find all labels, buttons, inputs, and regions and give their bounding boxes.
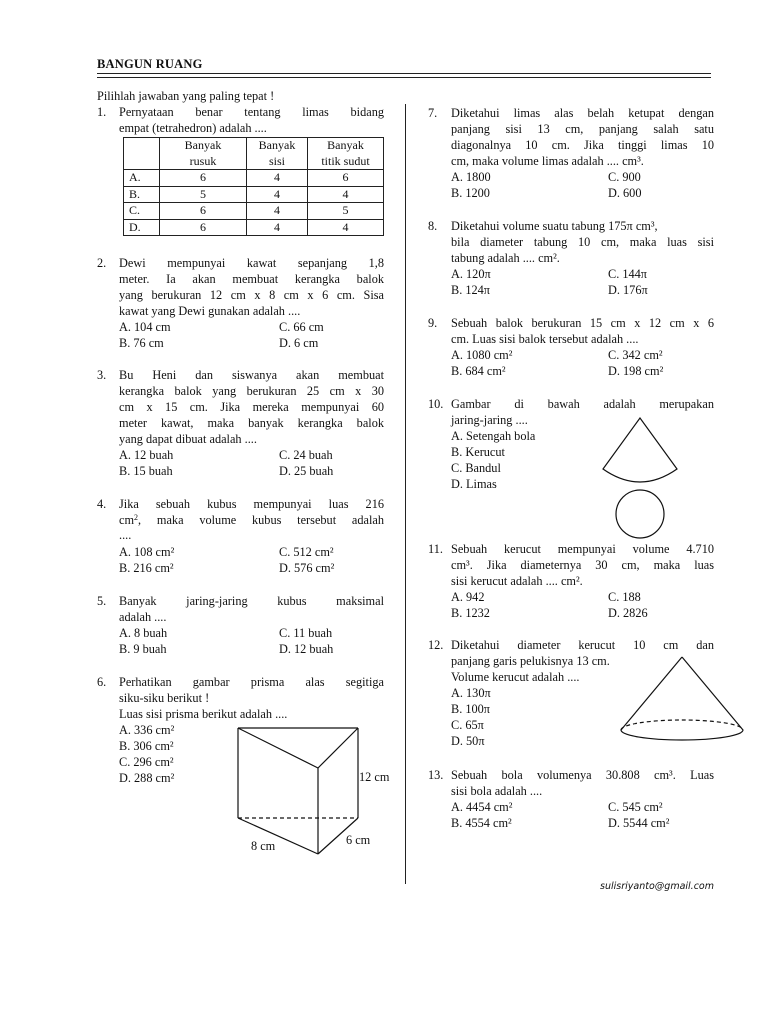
- q9-text-line: cm. Luas sisi balok tersebut adalah ....: [451, 332, 639, 346]
- q7-text-line: Diketahui limas alas belah ketupat dengan: [451, 106, 714, 120]
- q1-text-line: Pernyataan benar tentang limas bidang: [119, 105, 384, 119]
- q2-option-d[interactable]: D. 6 cm: [279, 336, 319, 350]
- q11-text-line: sisi kerucut adalah .... cm².: [451, 574, 583, 588]
- q13-number: 13.: [428, 768, 444, 782]
- q10-option-c[interactable]: C. Bandul: [451, 461, 501, 475]
- header-line: Banyak: [327, 138, 364, 152]
- cone-net-base-circle: [616, 490, 664, 538]
- table-header-titik-sudut: [308, 138, 384, 170]
- table-cell: 5: [160, 186, 247, 203]
- header-rule-double: [97, 77, 711, 78]
- q4-text-rest: , maka volume kubus tersebut adalah: [138, 513, 384, 527]
- table-row: [124, 186, 384, 203]
- table-header-sisi: [247, 138, 308, 170]
- prism-edge: [318, 728, 358, 768]
- table-cell: 4: [247, 186, 308, 203]
- cone-base-back: [621, 720, 743, 730]
- q7-text-line: panjang sisi 13 cm, panjang salah satu: [451, 122, 714, 136]
- q7-option-c[interactable]: C. 900: [608, 170, 641, 184]
- q8-number: 8.: [428, 219, 438, 233]
- table-cell: 4: [247, 219, 308, 236]
- q4-option-d[interactable]: D. 576 cm²: [279, 561, 335, 575]
- q2-option-a[interactable]: A. 104 cm: [119, 320, 171, 334]
- q5-text-line: Banyak jaring-jaring kubus maksimal: [119, 594, 384, 608]
- header-line: Banyak: [184, 138, 222, 152]
- q8-option-c[interactable]: C. 144π: [608, 267, 648, 281]
- q4-number: 4.: [97, 497, 107, 511]
- prism-edge: [238, 728, 318, 768]
- q6-option-a[interactable]: A. 336 cm²: [119, 723, 175, 737]
- prism-height-label: 12 cm: [359, 770, 390, 784]
- table-cell: 6: [308, 170, 384, 187]
- q5-text-line: adalah ....: [119, 610, 167, 624]
- q4-option-c[interactable]: C. 512 cm²: [279, 545, 334, 559]
- q9-option-d[interactable]: D. 198 cm²: [608, 364, 664, 378]
- q13-text-line: sisi bola adalah ....: [451, 784, 543, 798]
- q2-text-line: kawat yang Dewi gunakan adalah ....: [119, 304, 301, 318]
- q10-number: 10.: [428, 397, 444, 411]
- q6-text-line: siku-siku berikut !: [119, 691, 210, 705]
- author-email: sulisriyanto@gmail.com: [600, 881, 714, 892]
- header-rule: [97, 73, 711, 74]
- q4-option-a[interactable]: A. 108 cm²: [119, 545, 175, 559]
- table-cell: 4: [308, 219, 384, 236]
- q3-option-a[interactable]: A. 12 buah: [119, 448, 174, 462]
- column-divider: [405, 104, 406, 884]
- q3-text-line: meter kawat, maka banyak kerangka balok: [119, 416, 384, 430]
- q12-option-a[interactable]: A. 130π: [451, 686, 491, 700]
- q6-text-line: Luas sisi prisma berikut adalah ....: [119, 707, 288, 721]
- table-corner-cell: [124, 138, 160, 170]
- q4-text-line: [119, 512, 384, 528]
- q8-option-b[interactable]: B. 124π: [451, 283, 491, 297]
- table-header-rusuk: [160, 138, 247, 170]
- q7-option-d[interactable]: D. 600: [608, 186, 642, 200]
- table-row: [124, 203, 384, 220]
- q2-option-c[interactable]: C. 66 cm: [279, 320, 324, 334]
- table-cell: 4: [247, 203, 308, 220]
- cone-net-sector: [603, 418, 677, 482]
- q13-option-c[interactable]: C. 545 cm²: [608, 800, 663, 814]
- cone-figure: [615, 652, 755, 752]
- q8-option-d[interactable]: D. 176π: [608, 283, 648, 297]
- cone-slant-edge: [682, 657, 743, 730]
- row-label: D.: [124, 219, 160, 236]
- q9-option-a[interactable]: A. 1080 cm²: [451, 348, 513, 362]
- q12-option-b[interactable]: B. 100π: [451, 702, 491, 716]
- row-label: B.: [124, 186, 160, 203]
- q10-option-a[interactable]: A. Setengah bola: [451, 429, 536, 443]
- q3-number: 3.: [97, 368, 107, 382]
- q12-option-d[interactable]: D. 50π: [451, 734, 485, 748]
- q13-option-a[interactable]: A. 4454 cm²: [451, 800, 513, 814]
- table-cell: 6: [160, 203, 247, 220]
- q11-option-d[interactable]: D. 2826: [608, 606, 648, 620]
- q1-table: [123, 137, 384, 236]
- prism-edge: [238, 818, 318, 854]
- q11-text-line: cm³. Jika diameternya 30 cm, maka luas: [451, 558, 714, 572]
- table-cell: 6: [160, 170, 247, 187]
- q11-number: 11.: [428, 542, 443, 556]
- q5-option-b[interactable]: B. 9 buah: [119, 642, 167, 656]
- q11-text-line: Sebuah kerucut mempunyai volume 4.710: [451, 542, 714, 556]
- q3-option-d[interactable]: D. 25 buah: [279, 464, 334, 478]
- q9-number: 9.: [428, 316, 438, 330]
- row-label: A.: [124, 170, 160, 187]
- table-cell: 4: [308, 186, 384, 203]
- q12-option-c[interactable]: C. 65π: [451, 718, 484, 732]
- q10-option-d[interactable]: D. Limas: [451, 477, 497, 491]
- instruction: Pilihlah jawaban yang paling tepat !: [97, 89, 275, 103]
- table-cell: 6: [160, 219, 247, 236]
- q4-superscript: 2: [134, 513, 139, 522]
- q5-option-d[interactable]: D. 12 buah: [279, 642, 334, 656]
- q13-text-line: Sebuah bola volumenya 30.808 cm³. Luas: [451, 768, 714, 782]
- table-cell: 4: [247, 170, 308, 187]
- q4-text-line: Jika sebuah kubus mempunyai luas 216: [119, 497, 384, 511]
- q12-number: 12.: [428, 638, 444, 652]
- row-label: C.: [124, 203, 160, 220]
- q4-option-b[interactable]: B. 216 cm²: [119, 561, 174, 575]
- q9-option-c[interactable]: C. 342 cm²: [608, 348, 663, 362]
- q7-option-a[interactable]: A. 1800: [451, 170, 491, 184]
- q2-text-line: yang berukuran 12 cm x 8 cm x 6 cm. Sisa: [119, 288, 384, 302]
- prism-depth-label: 6 cm: [346, 833, 371, 847]
- q12-text-line: Volume kerucut adalah ....: [451, 670, 580, 684]
- q6-number: 6.: [97, 675, 107, 689]
- q5-option-a[interactable]: A. 8 buah: [119, 626, 168, 640]
- q3-text-line: yang dapat dibuat adalah ....: [119, 432, 257, 446]
- q13-option-d[interactable]: D. 5544 cm²: [608, 816, 670, 830]
- q9-option-b[interactable]: B. 684 cm²: [451, 364, 506, 378]
- cone-net-figure: [580, 410, 700, 540]
- q7-text-line: diagonalnya 10 cm. Jika tinggi limas 10: [451, 138, 714, 152]
- q2-text-line: Dewi mempunyai kawat sepanjang 1,8: [119, 256, 384, 270]
- q2-option-b[interactable]: B. 76 cm: [119, 336, 164, 350]
- q5-option-c[interactable]: C. 11 buah: [279, 626, 333, 640]
- page-title: BANGUN RUANG: [97, 57, 203, 71]
- q2-number: 2.: [97, 256, 107, 270]
- q9-text-line: Sebuah balok berukuran 15 cm x 12 cm x 6: [451, 316, 714, 330]
- q1-number: 1.: [97, 105, 107, 119]
- q12-text-line: panjang garis pelukisnya 13 cm.: [451, 654, 610, 668]
- q3-text-line: kerangka balok yang berukuran 25 cm x 30: [119, 384, 384, 398]
- table-row: [124, 170, 384, 187]
- q8-text-line: Diketahui volume suatu tabung 175π cm³,: [451, 219, 658, 233]
- q8-option-a[interactable]: A. 120π: [451, 267, 491, 281]
- q6-option-c[interactable]: C. 296 cm²: [119, 755, 174, 769]
- q2-text-line: meter. Ia akan membuat kerangka balok: [119, 272, 384, 286]
- header-line: Banyak: [258, 138, 296, 152]
- q6-text-line: Perhatikan gambar prisma alas segitiga: [119, 675, 384, 689]
- q6-option-d[interactable]: D. 288 cm²: [119, 771, 175, 785]
- q6-option-b[interactable]: B. 306 cm²: [119, 739, 174, 753]
- q11-option-c[interactable]: C. 188: [608, 590, 641, 604]
- table-row: [124, 219, 384, 236]
- q4-text-line: ....: [119, 528, 132, 542]
- q4-unit: cm: [119, 513, 135, 527]
- q10-text-line: jaring-jaring ....: [451, 413, 528, 427]
- table-cell: 5: [308, 203, 384, 220]
- q7-number: 7.: [428, 106, 438, 120]
- q7-text-line: cm, maka volume limas adalah .... cm³.: [451, 154, 644, 168]
- q13-option-b[interactable]: B. 4554 cm²: [451, 816, 512, 830]
- q12-text-line: Diketahui diameter kerucut 10 cm dan: [451, 638, 714, 652]
- q7-option-b[interactable]: B. 1200: [451, 186, 490, 200]
- q8-text-line: tabung adalah .... cm².: [451, 251, 560, 265]
- q5-number: 5.: [97, 594, 107, 608]
- q10-text-line: Gambar di bawah adalah merupakan: [451, 397, 714, 411]
- q1-text-line: empat (tetrahedron) adalah ....: [119, 121, 267, 135]
- q11-option-a[interactable]: A. 942: [451, 590, 485, 604]
- cone-base-front: [621, 730, 743, 740]
- q8-text-line: bila diameter tabung 10 cm, maka luas sisi: [451, 235, 714, 249]
- header-line: rusuk: [189, 153, 217, 168]
- q3-option-b[interactable]: B. 15 buah: [119, 464, 173, 478]
- header-line: titik sudut: [321, 153, 370, 168]
- cone-slant-edge: [621, 657, 682, 730]
- q3-text-line: Bu Heni dan siswanya akan membuat: [119, 368, 384, 382]
- q3-option-c[interactable]: C. 24 buah: [279, 448, 333, 462]
- prism-base-label: 8 cm: [251, 839, 276, 853]
- q3-text-line: cm x 15 cm. Jika mereka mempunyai 60: [119, 400, 384, 414]
- q11-option-b[interactable]: B. 1232: [451, 606, 490, 620]
- q10-option-b[interactable]: B. Kerucut: [451, 445, 505, 459]
- header-line: sisi: [268, 153, 285, 168]
